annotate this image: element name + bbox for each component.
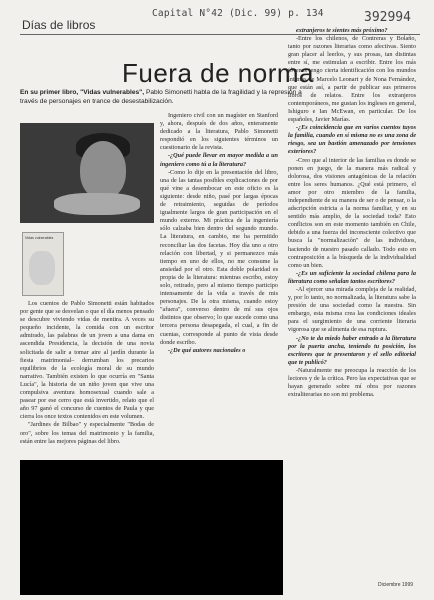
lead-bold: En su primer libro, "Vidas vulnerables", bbox=[20, 89, 145, 96]
page-footer: Diciembre 1999 bbox=[378, 582, 414, 588]
paragraph: Ingeniero civil con un magíster en Stanford y, ahora, después de dos años, enteramente dedicado a la literatura, Pablo Simonetti respondió en los siguientes términos un cuestionario de la revista. bbox=[160, 112, 278, 152]
article-title: Fuera de norma bbox=[122, 58, 314, 88]
interview-question: -¿Es un suficiente la sociedad chilena para la literatura como señalan tantos escritores? bbox=[288, 269, 416, 285]
paragraph: -Al ejercer una mirada compleja de la realidad, y, por lo tanto, no normalizada, la literatura sabe la presión de una sociedad como la nuestra. Sin embargo, esta misma crea las condiciones ideales para el surgimiento de una corriente literaria vigorosa que se alimenta de esa ruptura. bbox=[288, 286, 416, 334]
column-1 bbox=[20, 300, 154, 446]
author-photo bbox=[20, 123, 154, 223]
book-cover-image bbox=[22, 232, 64, 296]
article-lead bbox=[20, 88, 320, 106]
column-2 bbox=[160, 112, 278, 355]
photo-face bbox=[80, 141, 126, 199]
section-label: Días de libros bbox=[22, 18, 96, 32]
redaction-block bbox=[20, 460, 283, 595]
interview-question: -¿Qué puede llevar en mayor medida a un ingeniero como tú a la literatura? bbox=[160, 152, 278, 168]
book-cover-figure bbox=[29, 251, 55, 285]
lead-rest: Pablo Simonetti habla de la fragilidad y la represión a través de personajes en trance de desestabilización. bbox=[20, 89, 302, 105]
interview-question: -¿No te da miedo haber entrado a la literatura por la puerta ancha, teniendo tu posición, los escritores que te presentaron y el sello editorial que te publicó? bbox=[288, 334, 416, 366]
paragraph: "Jardines de Bilbao" y especialmente "Bodas de oro", sobre los temas del matrimonio y la familia, están entre las mejores páginas del libro. bbox=[20, 421, 154, 445]
paragraph: -Naturalmente me preocupa la reacción de los lectores y de la crítica. Pero las expectativas que se hayan generado sobre mí obra por razones extraliterarias no son mi problema. bbox=[288, 366, 416, 399]
handwritten-number: 392994 bbox=[364, 10, 411, 25]
column-3 bbox=[288, 27, 416, 399]
book-cover-text: Vidas vulnerables bbox=[25, 236, 54, 240]
paragraph: -Como lo dije en la presentación del libro, una de las tantas posibles explicaciones de por qué vine a desembocar en este oficio es la siguiente: desde niño, pasé por largas épocas de retraimiento, seguidas de períodos igualmente largos de gran participación en el mundo externo. Mi práctica de la ingeniería sólo calzaba bien dentro del segundo mundo. La literatura, en cambio, me ha permitido reconciliar las dos facetas. Hoy día uno a otro relación con libertad, y si permanezco más tiempo en uno de ellos, no me consume la ansiedad por el otro. Esta doble polaridad es propia de la literatura: mientras escribo, estoy solo, retirado, pero al mismo tiempo participo intensamente de la vida a través de mis personajes. De la otra misma, cuando estoy "afuera", converso dentro de mí sus ojos distintos que observo; lo que sucede como una tercera persona desapegada, el cual, a fin de cuentas, corresponde al punto de vista desde donde escribo. bbox=[160, 168, 278, 346]
photo-hands bbox=[54, 193, 140, 215]
paragraph: -Creo que al interior de las familias es donde se ponen en juego, de la manera más radical y dolorosa, dos visiones antagónicas de la relación entre los seres humanos. ¿Qué está primero, el amor por otro miembro de la familia, independiente de su manera de ser o de pensar, o la adscripción estricta a la norma familiar, y en su sentido más amplio, de la sociedad toda? Esto conflictos son en este momento también en Chile, debido a una fuerza del inconsciente colectivo que busca la "normalización" de las individuos, haciendo de nuestro pasado callado. Todo esto en contraposición a la búsqueda de la individualidad como un bien. bbox=[288, 156, 416, 269]
paragraph: -Entre los chilenos, de Contreras y Bolaño, tanto por razones literarias como afectivas. Siento gran placer al leerlos, y sus prosas, tan distintas entre sí, me estimulan a escribir. Entre los más jóvenes tengo cierta identificación con los mundos íntimos de Marcelo Leonart y de Nona Fernández, que están así, a partir de publicar sus primeros libros de relatos. Entre los extranjeros contemporáneos, me gustan los ingleses en general, Ishiguro e Ian McEwan, en particular. De los españoles, Javier Marías. bbox=[288, 35, 416, 124]
interview-question: extranjeros te sientes más próximo? bbox=[296, 27, 388, 34]
interview-question: -¿De qué autores nacionales o bbox=[168, 346, 246, 354]
interview-question: -¿Es coincidencia que en varios cuentos tuyos la familia, cuando en sí misma no es una zona de riesgo, sea un bastión amenazado por tensiones exteriores? bbox=[288, 124, 416, 156]
handwritten-note: Capital N°42 (Dic. 99) p. 134 bbox=[152, 8, 324, 19]
paragraph: Los cuentos de Pablo Simonetti están habitados por gente que se desvelan o que el día menos pensado se descubre viviendo vidas de mentira. A veces su pequeño incidente, la comida con un escritor admirado, las palabras de un joven a una dama en ascendida Presidencia, la decisión de una novia solicitada de salir a tomar aire al jardín durante la fiesta matrimonial– derrumban los precarios equilibrios de la ecología moral de su mundo narrativo. También existen lo que ocurría en "Santa Lucía", la historia de un niño joven que vive una compulsiva aventura homosexual cuando sale a pasear por ese cerro que está invertido, relato que el año 97 ganó el concurso de cuentos de Paula y que cierra los once textos contenidos en este volumen. bbox=[20, 300, 154, 421]
